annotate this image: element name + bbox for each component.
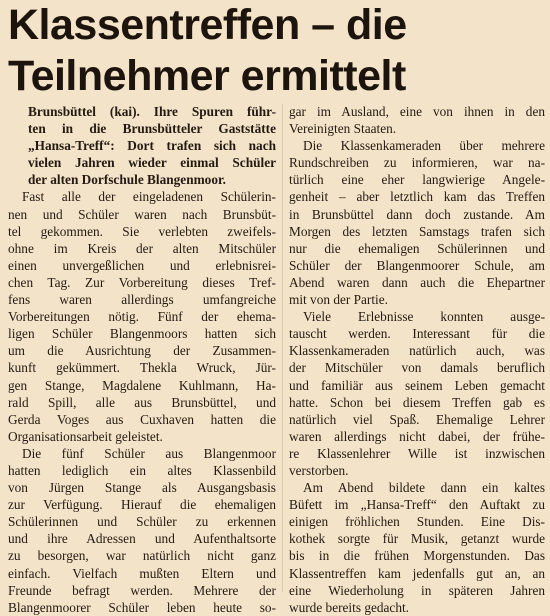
- text-line: Viele Erlebnisse konnten ausge-: [303, 309, 545, 325]
- body-paragraph-continued: [289, 103, 545, 137]
- text-line: und ihre Adressen und Aufenthaltsorte: [8, 531, 276, 547]
- text-line: in Brunsbüttel dann doch zustande. Am: [289, 206, 545, 222]
- text-line: ligen Schüler Blangenmoors hatten sich: [8, 326, 276, 342]
- text-line: mit von der Partie.: [289, 292, 388, 308]
- text-line: nen und Schüler waren nach Brunsbüt-: [8, 206, 276, 222]
- body-paragraph: [8, 445, 276, 616]
- body-paragraph: [289, 308, 545, 479]
- text-line: nur die ehemaligen Schülerinnen und: [289, 240, 545, 256]
- text-line: gar im Ausland, eine von ihnen in den: [289, 104, 545, 119]
- text-line: bis in die frühen Morgenstunden. Das: [289, 548, 545, 564]
- column-divider: [282, 104, 283, 592]
- text-line: genheit – aber letztlich kam das Treffen: [289, 189, 545, 205]
- text-line: natürlich viel Spaß. Ehemalige Lehrer: [289, 411, 545, 427]
- text-line: Schülerinnen und Schüler zu erkennen: [8, 514, 276, 530]
- text-line: einen unvergeßlichen und erlebnisrei-: [8, 257, 276, 273]
- text-line: hatten lediglich ein altes Klassenbild: [8, 462, 276, 478]
- text-line: der alten Dorfschule Blangenmoor.: [28, 172, 226, 188]
- text-line: zu besorgen, war natürlich nicht ganz: [8, 548, 276, 564]
- text-line: waren allerdings nicht dabei, der frühe-: [289, 428, 545, 444]
- text-line: gen Stange, Magdalene Kuhlmann, Ha-: [8, 377, 276, 393]
- text-line: türlich eine eher langwierige Angele-: [289, 172, 545, 188]
- text-line: kunft gekümmert. Thekla Wruck, Jür-: [8, 360, 276, 376]
- text-line: tel gekommen. Sie verlebten zweifels-: [8, 223, 276, 239]
- text-line: Klassenkameraden natürlich auch, was: [289, 343, 545, 359]
- text-line: der Mitschüler von damals beruflich: [289, 360, 545, 376]
- text-line: Am Abend bildete dann ein kaltes: [303, 480, 545, 496]
- text-line: ten in die Brunsbütteler Gaststätte: [28, 121, 276, 137]
- text-line: Abend waren dann auch die Ehepartner: [289, 274, 545, 290]
- text-line: hatte. Schon bei diesem Treffen gab es: [289, 394, 545, 410]
- text-line: Vereinigten Staaten.: [289, 121, 397, 137]
- lead-paragraph: [8, 103, 276, 188]
- text-line: Gerda Voges aus Cuxhaven hatten die: [8, 411, 276, 427]
- text-line: Morgen des letzten Samstags trafen sich: [289, 223, 545, 239]
- headline-line-1: Klassentreffen – die: [8, 1, 407, 49]
- text-line: „Hansa-Treff“: Dort trafen sich nach: [28, 138, 276, 154]
- text-line: re Klassenlehrer Wille ist inzwischen: [289, 445, 545, 461]
- text-line: einfach. Vielfach mußten Eltern und: [8, 565, 276, 581]
- text-line: Die Klassenkameraden über mehrere: [303, 138, 545, 154]
- text-line: Organisationsarbeit geleistet.: [8, 428, 163, 444]
- text-line: um die Ausrichtung der Zusammen-: [8, 343, 276, 359]
- text-line: Fast alle der eingeladenen Schülerin-: [22, 189, 276, 205]
- text-line: verstorben.: [289, 462, 349, 478]
- body-paragraph: [8, 188, 276, 444]
- text-line: Schüler der Blangenmoorer Schule, am: [289, 257, 545, 273]
- text-line: Vorbereitungen nötig. Fünf der ehema-: [8, 309, 276, 325]
- text-line: Rundschreiben zu informieren, war na-: [289, 155, 545, 171]
- body-paragraph: [289, 137, 545, 308]
- text-line: ohne im Kreis der alten Mitschüler: [8, 240, 276, 256]
- text-line: Die fünf Schüler aus Blangenmoor: [22, 445, 276, 461]
- text-line: Brunsbüttel (kai). Ihre Spuren führ-: [28, 104, 276, 119]
- text-line: wurde bereits gedacht.: [289, 599, 409, 615]
- body-paragraph: [289, 479, 545, 616]
- text-line: fens waren allerdings umfangreiche: [8, 292, 276, 308]
- text-line: zur Verfügung. Hierauf die ehemaligen: [8, 497, 276, 513]
- headline-line-2: Teilnehmer ermittelt: [8, 52, 406, 100]
- text-line: rald Spill, alle aus Brunsbüttel, und: [8, 394, 276, 410]
- article-column-right: [289, 103, 545, 616]
- text-line: und familiär aus seinem Leben gemacht: [289, 377, 545, 393]
- text-line: tauscht werden. Interessant für die: [289, 326, 545, 342]
- text-line: von Jürgen Stange als Ausgangsbasis: [8, 480, 276, 496]
- text-line: vielen Jahren wieder einmal Schüler: [28, 155, 276, 171]
- headline: [8, 0, 544, 102]
- text-line: Blangenmoorer Schüler leben heute so-: [8, 599, 276, 615]
- article-column-left: [8, 103, 276, 616]
- text-line: einigen fröhlichen Stunden. Eine Dis-: [289, 514, 545, 530]
- text-line: Klassentreffen kam jedenfalls gut an, an: [289, 565, 545, 581]
- text-line: chen Tag. Zur Vorbereitung dieses Tref-: [8, 274, 276, 290]
- text-line: Freunde befragt werden. Mehrere der: [8, 582, 276, 598]
- text-line: kothek sorgte für Musik, getanzt wurde: [289, 531, 545, 547]
- text-line: Büfett im „Hansa-Treff“ den Auftakt zu: [289, 497, 545, 513]
- text-line: eine Wiederholung in späteren Jahren: [289, 582, 545, 598]
